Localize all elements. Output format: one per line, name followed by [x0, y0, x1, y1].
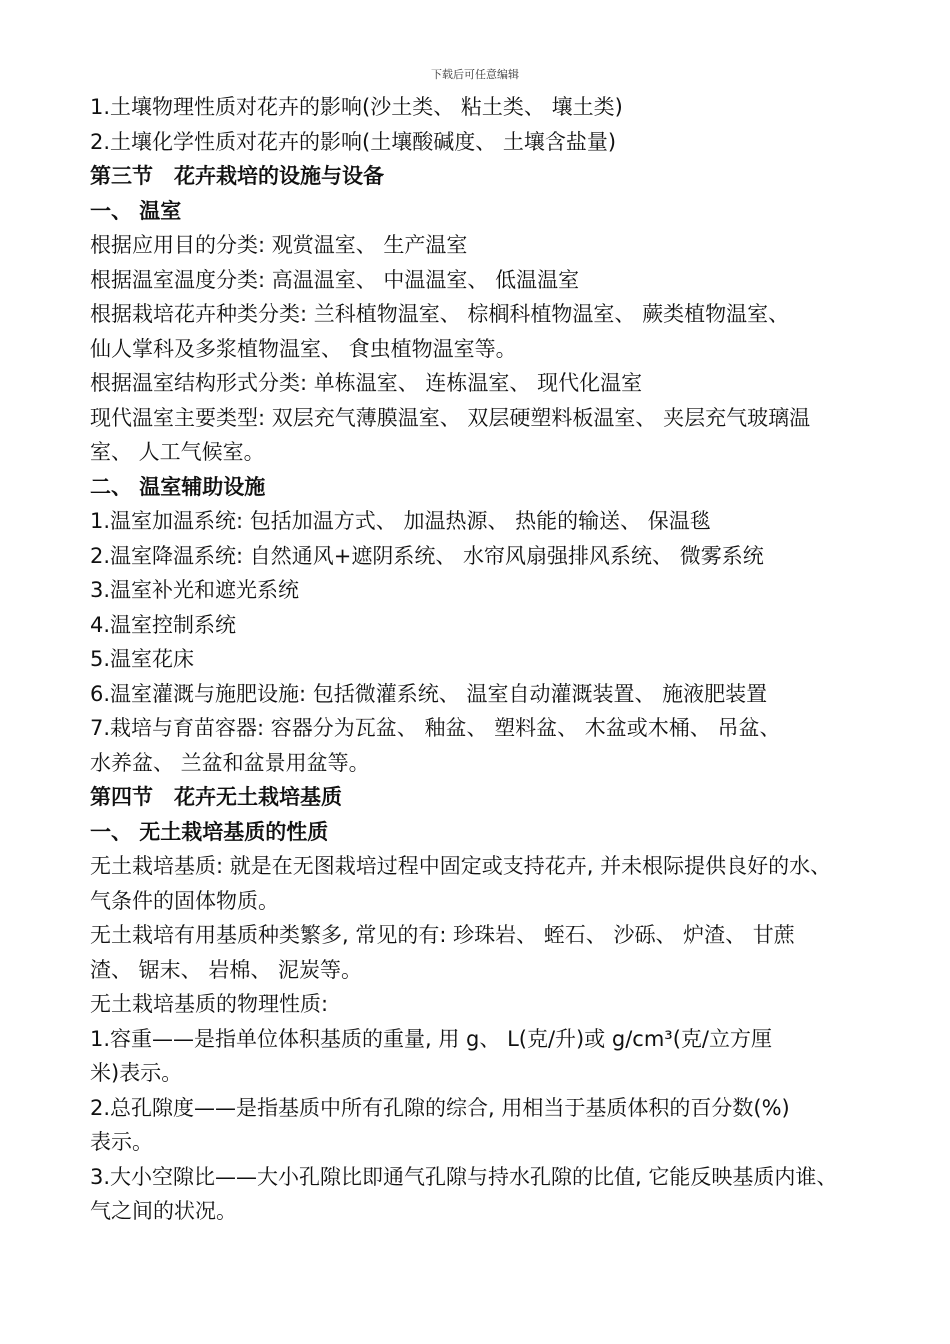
text-line: 根据栽培花卉种类分类: 兰科植物温室、 棕榈科植物温室、 蕨类植物温室、 [90, 302, 790, 326]
text-line: 水养盆、 兰盆和盆景用盆等。 [90, 750, 370, 775]
text-line: 7.栽培与育苗容器: 容器分为瓦盆、 釉盆、 塑料盆、 木盆或木桶、 吊盆、 [90, 716, 781, 740]
text-line: 根据应用目的分类: 观赏温室、 生产温室 [90, 233, 468, 257]
text-line: 室、 人工气候室。 [90, 440, 265, 464]
section-heading: 一、 无土栽培基质的性质 [90, 819, 329, 844]
text-line: 1.温室加温系统: 包括加温方式、 加温热源、 热能的输送、 保温毯 [90, 509, 711, 533]
text-line: 1.容重——是指单位体积基质的重量, 用 g、 L(克/升)或 g/cm³(克/立方厘 [90, 1026, 772, 1051]
section-heading: 二、 温室辅助设施 [90, 474, 266, 499]
text-line: 1.土壤物理性质对花卉的影响(沙土类、 粘土类、 壤土类) [90, 95, 623, 119]
section-heading: 第四节 花卉无土栽培基质 [90, 785, 342, 809]
text-line: 仙人掌科及多浆植物温室、 食虫植物温室等。 [90, 336, 517, 361]
text-line: 3.大小空隙比——大小孔隙比即通气孔隙与持水孔隙的比值, 它能反映基质内谁、 [90, 1164, 838, 1189]
text-line: 2.温室降温系统: 自然通风+遮阴系统、 水帘风扇强排风系统、 微雾系统 [90, 543, 764, 568]
section-heading: 第三节 花卉栽培的设施与设备 [90, 164, 384, 188]
text-line: 根据温室温度分类: 高温温室、 中温温室、 低温温室 [90, 267, 580, 292]
text-line: 表示。 [90, 1130, 153, 1154]
text-line: 2.土壤化学性质对花卉的影响(土壤酸碱度、 土壤含盐量) [90, 129, 617, 154]
section-heading: 一、 温室 [90, 198, 182, 223]
text-line: 4.温室控制系统 [90, 612, 237, 637]
text-line: 渣、 锯末、 岩棉、 泥炭等。 [90, 957, 363, 982]
text-line: 2.总孔隙度——是指基质中所有孔隙的综合, 用相当于基质体积的百分数(%) [90, 1095, 790, 1120]
text-line: 6.温室灌溉与施肥设施: 包括微灌系统、 温室自动灌溉装置、 施液肥装置 [90, 681, 768, 706]
text-line: 现代温室主要类型: 双层充气薄膜温室、 双层硬塑料板温室、 夹层充气玻璃温 [90, 405, 811, 430]
text-line: 气条件的固体物质。 [90, 888, 279, 913]
document-body [90, 90, 920, 1229]
page-header: 下载后可任意编辑 [431, 68, 519, 81]
text-line: 米)表示。 [90, 1061, 183, 1085]
text-line: 气之间的状况。 [90, 1199, 237, 1223]
text-line: 无土栽培基质: 就是在无图栽培过程中固定或支持花卉, 并未根际提供良好的水、 [90, 854, 832, 878]
text-line: 无土栽培有用基质种类繁多, 常见的有: 珍珠岩、 蛭石、 沙砾、 炉渣、 甘蔗 [90, 923, 795, 947]
text-line: 根据温室结构形式分类: 单栋温室、 连栋温室、 现代化温室 [90, 371, 643, 395]
text-line: 5.温室花床 [90, 647, 195, 671]
text-line: 3.温室补光和遮光系统 [90, 578, 300, 602]
text-line: 无土栽培基质的物理性质: [90, 992, 329, 1016]
